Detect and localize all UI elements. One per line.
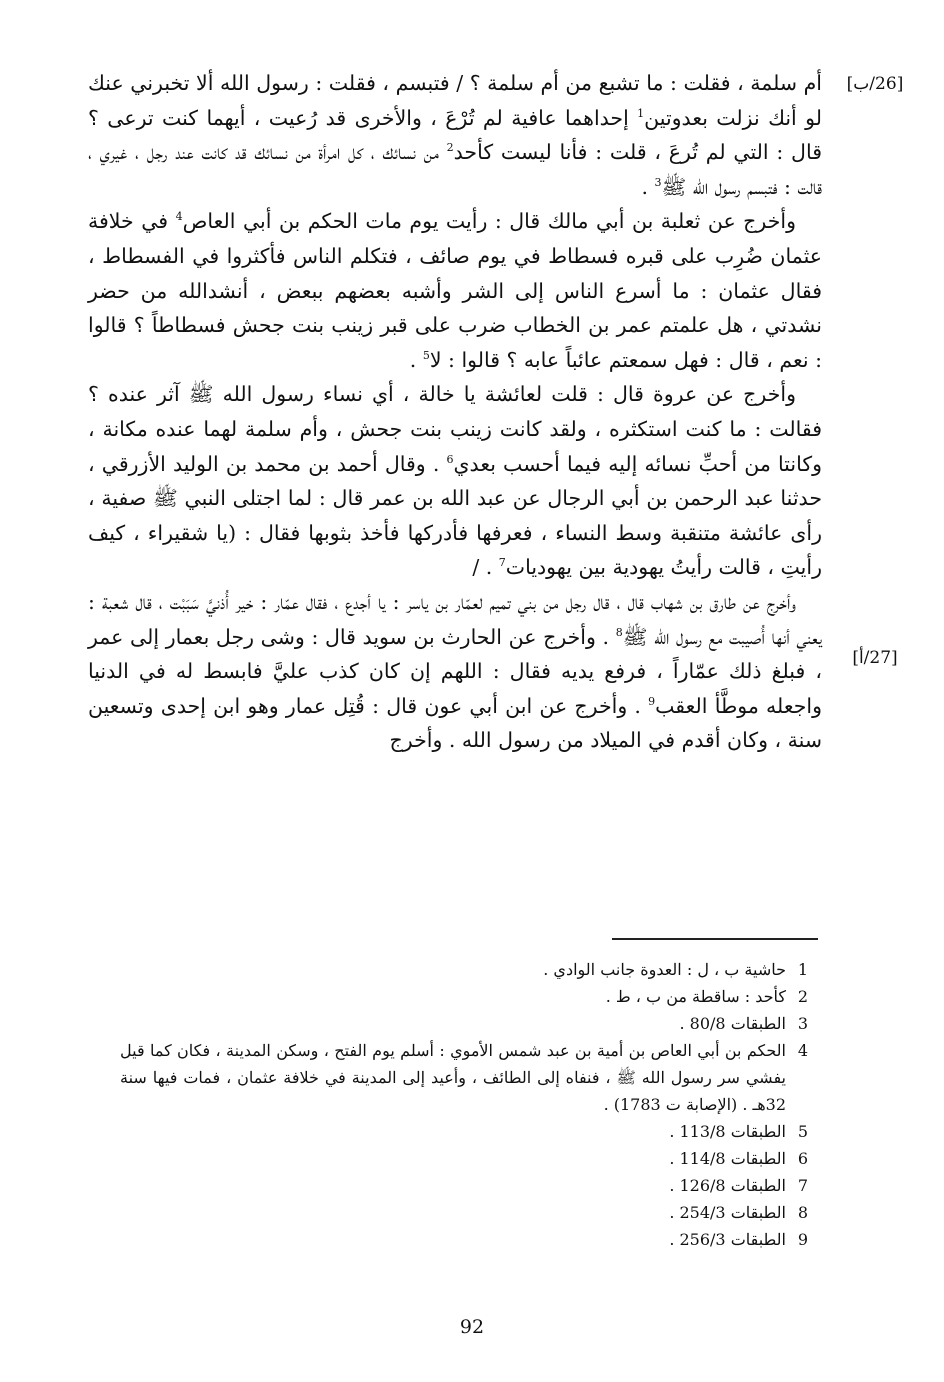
footnote-number: 8 [797,1203,809,1222]
footnote-ref: 7 [498,556,506,570]
paragraph [88,377,822,585]
footnote-number: 2 [797,987,809,1006]
footnote-ref: 2 [446,141,454,155]
text-segment: . [409,347,423,372]
footnote-text: كأحد : ساقطة من ب ، ط . [605,987,786,1006]
main-text-body [88,66,822,758]
text-segment: . وأخرج عن ابن أبي عون قال : قُتِل عمار وهو ابن إحدى وتسعين سنة ، وكان أقدم في الميلاد من رسول الله . وأخرج [88,693,822,753]
page-number: 92 [459,1316,485,1338]
footnote-number: 6 [797,1149,809,1168]
footnote-ref: 9 [648,694,656,708]
paragraph [88,66,822,204]
text-segment: في خلافة عثمان ضُرِب على قبره فسطاط في يوم صائف ، فتكلم الناس فأكثروا في الفسطاط ، فقال عثمان : ما أسرع الناس إلى الشر وأشبه بعضهم ببعض ، أنشدالله من حضر نشدتي ، هل علمتم عمر بن الخطاب ضرب على قبر زينب بنت جحش فسطاطاً ؟ قالوا : نعم ، قال : فهل سمعتم عائباً عابه ؟ قالوا : لا [88,209,822,372]
footnote-ref: 5 [422,348,430,362]
text-segment: . وأخرج عن الحارث بن سويد قال : وشى رجل بعمار إلى عمر ، فبلغ ذلك عمّاراً ، فرفع يديه فقال : اللهم إن كان كذب عليَّ فابسط له في الدنيا واجعله موطَّأ العقب [88,624,822,718]
footnote-ref: 8 [615,625,623,639]
footnote-text: الحكم بن أبي العاص بن أمية بن عبد شمس الأموي : أسلم يوم الفتح ، وسكن المدينة ، فكان كما قيل يفشي سر رسول الله ﷺ ، فنفاه إلى الطائف ، وأعيد إلى المدينة في خلافة عثمان ، فمات فيها سنة 32هـ . (الإصابة ت 1783) . [120,1041,786,1114]
margin-folio-note: [26/ب] [846,74,904,94]
footnote-number: 9 [797,1230,809,1249]
footnote [120,1172,820,1199]
footnotes-section [120,956,820,1253]
footnote [120,1226,820,1253]
footnote [120,983,820,1010]
footnote-separator [612,938,818,940]
footnote-ref: 1 [637,106,645,120]
footnote-number: 5 [797,1122,809,1141]
text-segment: وأخرج عن طارق بن شهاب قال ، قال رجل من بني تميم لعمّار بن ياسر : يا أجدع ، فقال عمّار : خير أُذنيَّ سَبَبْت ، قال شعبة : يعني أنها أُصيبت مع رسول الله ﷺ [88,589,822,649]
footnote-number: 4 [797,1041,809,1060]
text-segment: . [641,174,655,199]
text-segment: وأخرج عن ثعلبة بن أبي مالك قال : رأيت يوم مات الحكم بن أبي العاص [182,209,796,234]
footnote-text: الطبقات 256/3 . [669,1230,786,1249]
text-segment: من نسائك ، كل امرأة من نسائك قد كانت عند رجل ، غيري ، قالت : فتبسم رسول الله ﷺ [88,140,822,199]
text-segment: إحداهما عافية لم تُرْعَ ، والأخرى قد رُعيت ، أيهما كنت ترعى ؟ قال : التي لم تُرعَ ، قلت : فأنا ليست كأحد [88,105,822,165]
footnote [120,956,820,983]
footnote-number: 1 [797,960,809,979]
footnote-text: الطبقات 254/3 . [669,1203,786,1222]
footnote-ref: 4 [175,210,183,224]
footnote-ref: 6 [446,452,454,466]
paragraph [88,585,822,758]
footnote-text: الطبقات 80/8 . [679,1014,786,1033]
text-segment: وأخرج عن عروة قال : قلت لعائشة يا خالة ، أي نساء رسول الله ﷺ آثر عنده ؟ فقالت : ما كنت استكثره ، ولقد كانت زينب بنت جحش ، وأم سلمة لهما عنده مكانة ، وكانتا من أحبِّ نسائه إليه فيما أحسب بعدي [88,382,822,476]
margin-folio-note: [27/أ] [852,648,898,668]
text-segment: . وقال أحمد بن محمد بن الوليد الأزرقي ، حدثنا عبد الرحمن بن أبي الرجال عن عبد الله بن عمر قال : لما اجتلى النبي ﷺ صفية ، رأى عائشة متنقبة وسط النساء ، فعرفها فأدركها فأخذ بثوبها فقال : (يا شقيراء ، كيف رأيتِ ، قالت رأيتُ يهودية بين يهوديات [88,451,822,580]
footnote [120,1010,820,1037]
footnote-text: حاشية ب ، ل : العدوة جانب الوادي . [543,960,786,979]
footnote-number: 3 [797,1014,809,1033]
footnote-number: 7 [797,1176,809,1195]
footnote-text: الطبقات 113/8 . [669,1122,786,1141]
footnote [120,1037,820,1118]
footnote [120,1199,820,1226]
footnote-ref: 3 [654,175,662,189]
footnote-text: الطبقات 114/8 . [669,1149,786,1168]
paragraph [88,204,822,377]
text-segment: . / [472,555,499,580]
footnote-text: الطبقات 126/8 . [669,1176,786,1195]
footnote [120,1145,820,1172]
text-segment: أم سلمة ، فقلت : ما تشبع من أم سلمة ؟ / فتبسم ، فقلت : رسول الله ألا تخبرني عنك لو أنك نزلت بعدوتين [88,71,822,130]
footnote [120,1118,820,1145]
